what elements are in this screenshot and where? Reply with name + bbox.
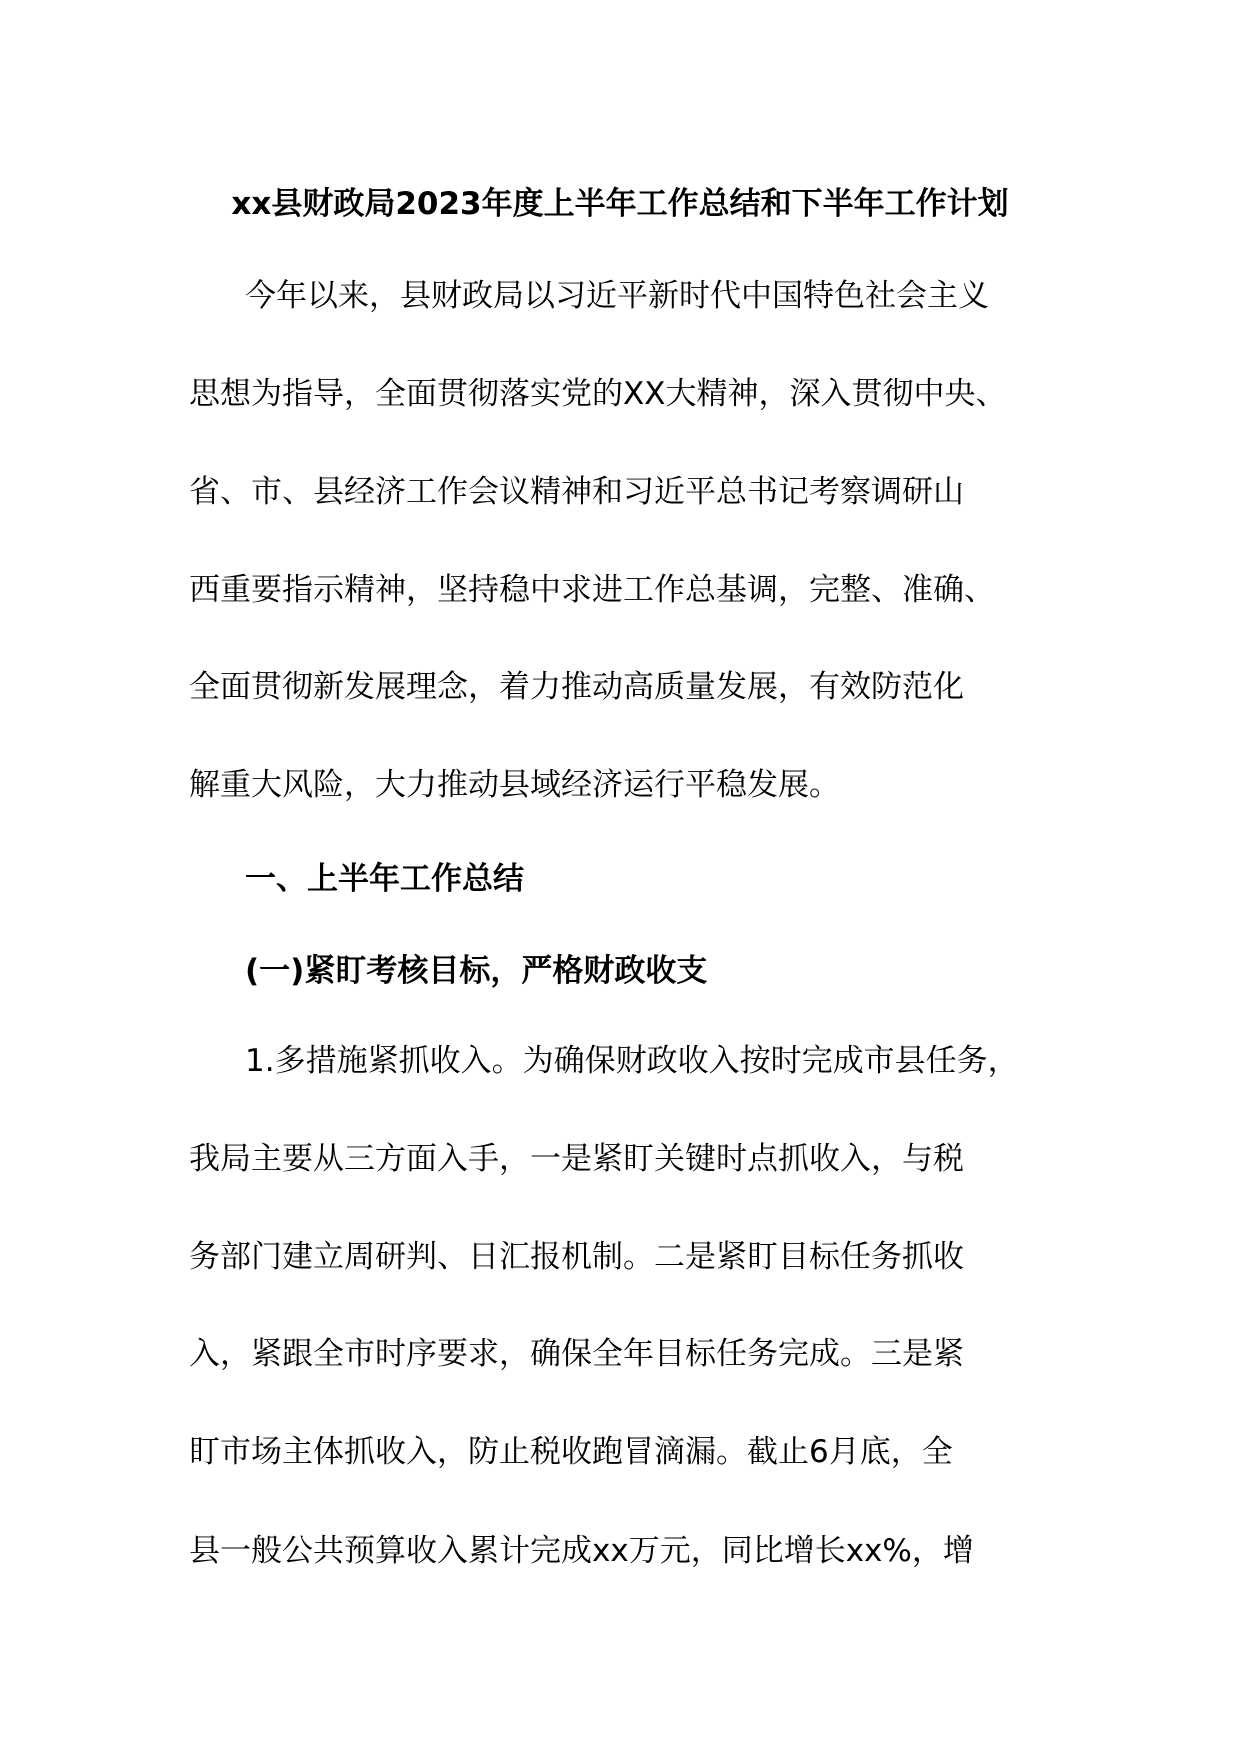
body-line: 务部门建立周研判、日汇报机制。二是紧盯目标任务抓收 xyxy=(189,1239,964,1275)
body-line: 我局主要从三方面入手，一是紧盯关键时点抓收入，与税 xyxy=(189,1141,964,1177)
intro-line: 今年以来，县财政局以习近平新时代中国特色社会主义 xyxy=(245,278,989,314)
section-heading: 一、上半年工作总结 xyxy=(245,861,524,897)
body-line: 入，紧跟全市时序要求，确保全年目标任务完成。三是紧 xyxy=(189,1336,964,1372)
body-line: 县一般公共预算收入累计完成xx万元，同比增长xx%，增 xyxy=(189,1533,974,1569)
intro-line: 西重要指示精神，坚持稳中求进工作总基调，完整、准确、 xyxy=(189,572,995,608)
intro-line: 全面贯彻新发展理念，着力推动高质量发展，有效防范化 xyxy=(189,669,964,705)
intro-line: 思想为指导，全面贯彻落实党的XX大精神，深入贯彻中央、 xyxy=(189,376,1007,412)
body-line: 1.多措施紧抓收入。为确保财政收入按时完成市县任务， xyxy=(245,1043,1019,1079)
body-line: 盯市场主体抓收入，防止税收跑冒滴漏。截止6月底，全 xyxy=(189,1434,953,1470)
intro-line: 解重大风险，大力推动县域经济运行平稳发展。 xyxy=(189,767,840,803)
document-title: xx县财政局2023年度上半年工作总结和下半年工作计划 xyxy=(231,186,1009,222)
subsection-heading: (一)紧盯考核目标，严格财政收支 xyxy=(245,953,708,989)
intro-line: 省、市、县经济工作会议精神和习近平总书记考察调研山 xyxy=(189,474,964,510)
